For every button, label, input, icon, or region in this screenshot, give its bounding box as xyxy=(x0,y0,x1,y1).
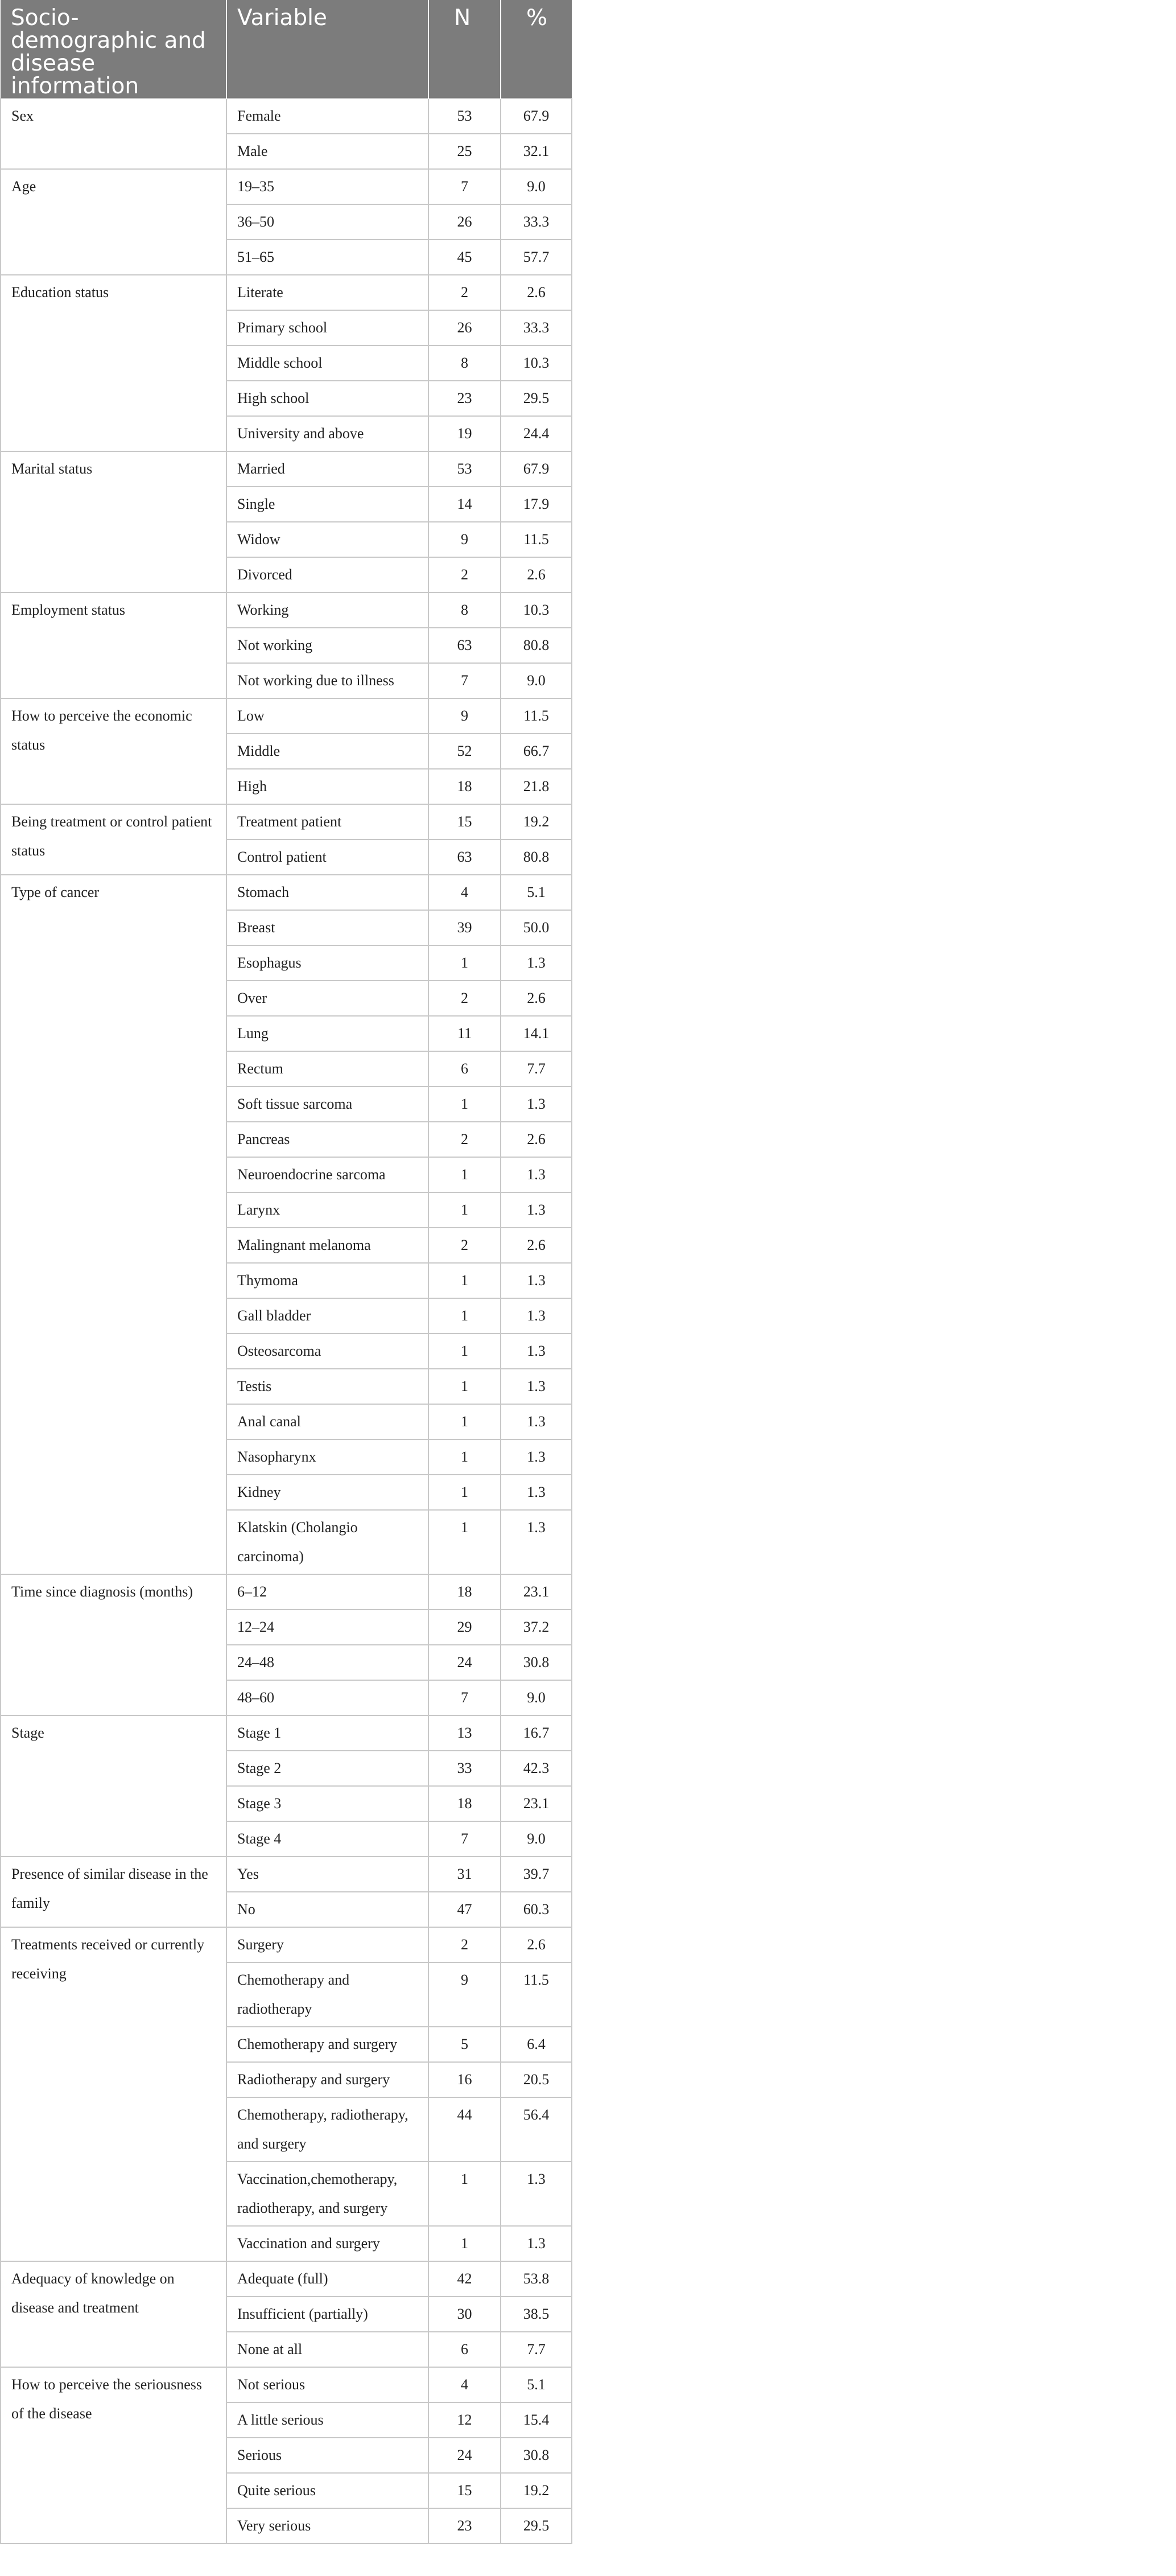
variable-cell: Stage 3 xyxy=(226,1786,428,1821)
variable-cell: A little serious xyxy=(226,2402,428,2438)
percent-cell: 1.3 xyxy=(501,1263,572,1298)
variable-cell: Not serious xyxy=(226,2367,428,2402)
variable-cell: Not working due to illness xyxy=(226,663,428,698)
n-cell: 15 xyxy=(428,2473,501,2508)
n-cell: 63 xyxy=(428,840,501,875)
variable-cell: Stage 1 xyxy=(226,1715,428,1751)
percent-cell: 2.6 xyxy=(501,1122,572,1157)
n-cell: 18 xyxy=(428,1574,501,1610)
table-row xyxy=(1,1715,572,1751)
variable-cell: Single xyxy=(226,487,428,522)
variable-cell: Larynx xyxy=(226,1192,428,1228)
n-cell: 52 xyxy=(428,734,501,769)
table-row xyxy=(1,451,572,487)
n-cell: 23 xyxy=(428,381,501,416)
percent-cell: 16.7 xyxy=(501,1715,572,1751)
variable-cell: Low xyxy=(226,698,428,734)
n-cell: 9 xyxy=(428,698,501,734)
percent-cell: 1.3 xyxy=(501,2162,572,2226)
n-cell: 30 xyxy=(428,2297,501,2332)
variable-cell: 36–50 xyxy=(226,204,428,240)
percent-cell: 17.9 xyxy=(501,487,572,522)
n-cell: 31 xyxy=(428,1857,501,1892)
n-cell: 25 xyxy=(428,134,501,169)
table-row xyxy=(1,592,572,628)
variable-cell: Radiotherapy and surgery xyxy=(226,2062,428,2097)
percent-cell: 7.7 xyxy=(501,2332,572,2367)
n-cell: 53 xyxy=(428,98,501,134)
variable-cell: Adequate (full) xyxy=(226,2261,428,2297)
table-row xyxy=(1,875,572,910)
variable-cell: 6–12 xyxy=(226,1574,428,1610)
n-cell: 16 xyxy=(428,2062,501,2097)
variable-cell: Rectum xyxy=(226,1051,428,1087)
variable-cell: Primary school xyxy=(226,310,428,345)
n-cell: 9 xyxy=(428,522,501,557)
variable-cell: Thymoma xyxy=(226,1263,428,1298)
percent-cell: 24.4 xyxy=(501,416,572,451)
percent-cell: 5.1 xyxy=(501,2367,572,2402)
percent-cell: 1.3 xyxy=(501,1439,572,1475)
n-cell: 42 xyxy=(428,2261,501,2297)
percent-cell: 67.9 xyxy=(501,98,572,134)
percent-cell: 56.4 xyxy=(501,2097,572,2162)
percent-cell: 1.3 xyxy=(501,1298,572,1334)
variable-cell: Divorced xyxy=(226,557,428,592)
percent-cell: 10.3 xyxy=(501,592,572,628)
percent-cell: 9.0 xyxy=(501,1680,572,1715)
category-cell: Being treatment or control patient status xyxy=(1,804,226,875)
percent-cell: 11.5 xyxy=(501,522,572,557)
percent-cell: 1.3 xyxy=(501,1157,572,1192)
variable-cell: Insufficient (partially) xyxy=(226,2297,428,2332)
variable-cell: Pancreas xyxy=(226,1122,428,1157)
percent-cell: 9.0 xyxy=(501,1821,572,1857)
percent-cell: 1.3 xyxy=(501,1369,572,1404)
n-cell: 1 xyxy=(428,1334,501,1369)
n-cell: 1 xyxy=(428,1439,501,1475)
n-cell: 2 xyxy=(428,1927,501,1962)
variable-cell: Literate xyxy=(226,275,428,310)
percent-cell: 7.7 xyxy=(501,1051,572,1087)
percent-cell: 2.6 xyxy=(501,1228,572,1263)
variable-cell: Middle school xyxy=(226,345,428,381)
variable-cell: Stage 4 xyxy=(226,1821,428,1857)
n-cell: 9 xyxy=(428,1962,501,2027)
n-cell: 7 xyxy=(428,169,501,204)
percent-cell: 60.3 xyxy=(501,1892,572,1927)
variable-cell: Klatskin (Cholangio carcinoma) xyxy=(226,1510,428,1574)
variable-cell: Vaccination and surgery xyxy=(226,2226,428,2261)
percent-cell: 30.8 xyxy=(501,1645,572,1680)
category-cell: Sex xyxy=(1,98,226,169)
table-row xyxy=(1,169,572,204)
n-cell: 19 xyxy=(428,416,501,451)
variable-cell: Yes xyxy=(226,1857,428,1892)
percent-cell: 42.3 xyxy=(501,1751,572,1786)
percent-cell: 66.7 xyxy=(501,734,572,769)
percent-cell: 1.3 xyxy=(501,1192,572,1228)
n-cell: 1 xyxy=(428,1475,501,1510)
n-cell: 2 xyxy=(428,1122,501,1157)
category-cell: How to perceive the economic status xyxy=(1,698,226,804)
percent-cell: 50.0 xyxy=(501,910,572,945)
category-cell: Adequacy of knowledge on disease and treatment xyxy=(1,2261,226,2367)
variable-cell: Very serious xyxy=(226,2508,428,2544)
percent-cell: 29.5 xyxy=(501,381,572,416)
variable-cell: Chemotherapy, radiotherapy, and surgery xyxy=(226,2097,428,2162)
percent-cell: 30.8 xyxy=(501,2438,572,2473)
variable-cell: Vaccination,chemotherapy, radiotherapy, and surgery xyxy=(226,2162,428,2226)
percent-cell: 80.8 xyxy=(501,840,572,875)
n-cell: 5 xyxy=(428,2027,501,2062)
n-cell: 8 xyxy=(428,345,501,381)
category-cell: Stage xyxy=(1,1715,226,1857)
table-row xyxy=(1,98,572,134)
percent-cell: 19.2 xyxy=(501,804,572,840)
category-cell: Age xyxy=(1,169,226,275)
variable-cell: Working xyxy=(226,592,428,628)
variable-cell: Osteosarcoma xyxy=(226,1334,428,1369)
percent-cell: 57.7 xyxy=(501,240,572,275)
category-cell: Time since diagnosis (months) xyxy=(1,1574,226,1715)
variable-cell: Chemotherapy and surgery xyxy=(226,2027,428,2062)
variable-cell: Esophagus xyxy=(226,945,428,981)
percent-cell: 80.8 xyxy=(501,628,572,663)
variable-cell: Male xyxy=(226,134,428,169)
variable-cell: University and above xyxy=(226,416,428,451)
n-cell: 7 xyxy=(428,663,501,698)
table-header xyxy=(1,0,572,98)
header-category: Socio-demographic and disease information xyxy=(1,0,226,98)
percent-cell: 5.1 xyxy=(501,875,572,910)
variable-cell: 48–60 xyxy=(226,1680,428,1715)
n-cell: 1 xyxy=(428,1510,501,1574)
n-cell: 2 xyxy=(428,981,501,1016)
n-cell: 15 xyxy=(428,804,501,840)
variable-cell: Female xyxy=(226,98,428,134)
n-cell: 53 xyxy=(428,451,501,487)
n-cell: 29 xyxy=(428,1610,501,1645)
percent-cell: 14.1 xyxy=(501,1016,572,1051)
variable-cell: Surgery xyxy=(226,1927,428,1962)
percent-cell: 9.0 xyxy=(501,169,572,204)
variable-cell: Nasopharynx xyxy=(226,1439,428,1475)
n-cell: 1 xyxy=(428,945,501,981)
percent-cell: 1.3 xyxy=(501,1334,572,1369)
n-cell: 24 xyxy=(428,1645,501,1680)
percent-cell: 9.0 xyxy=(501,663,572,698)
n-cell: 2 xyxy=(428,557,501,592)
n-cell: 1 xyxy=(428,1298,501,1334)
n-cell: 47 xyxy=(428,1892,501,1927)
table-row xyxy=(1,2367,572,2402)
variable-cell: Neuroendocrine sarcoma xyxy=(226,1157,428,1192)
percent-cell: 1.3 xyxy=(501,1510,572,1574)
percent-cell: 1.3 xyxy=(501,945,572,981)
percent-cell: 32.1 xyxy=(501,134,572,169)
socio-demographic-table xyxy=(0,0,572,2544)
n-cell: 2 xyxy=(428,1228,501,1263)
percent-cell: 20.5 xyxy=(501,2062,572,2097)
n-cell: 4 xyxy=(428,2367,501,2402)
variable-cell: Gall bladder xyxy=(226,1298,428,1334)
percent-cell: 2.6 xyxy=(501,1927,572,1962)
percent-cell: 21.8 xyxy=(501,769,572,804)
n-cell: 26 xyxy=(428,204,501,240)
header-n: N xyxy=(428,0,501,98)
percent-cell: 39.7 xyxy=(501,1857,572,1892)
table-row xyxy=(1,275,572,310)
header-variable: Variable xyxy=(226,0,428,98)
category-cell: Marital status xyxy=(1,451,226,592)
variable-cell: Married xyxy=(226,451,428,487)
percent-cell: 1.3 xyxy=(501,2226,572,2261)
n-cell: 12 xyxy=(428,2402,501,2438)
n-cell: 14 xyxy=(428,487,501,522)
category-cell: Presence of similar disease in the family xyxy=(1,1857,226,1927)
variable-cell: High school xyxy=(226,381,428,416)
category-cell: Education status xyxy=(1,275,226,451)
variable-cell: Stage 2 xyxy=(226,1751,428,1786)
table-row xyxy=(1,804,572,840)
n-cell: 63 xyxy=(428,628,501,663)
variable-cell: 12–24 xyxy=(226,1610,428,1645)
n-cell: 26 xyxy=(428,310,501,345)
table-body xyxy=(1,98,572,2544)
percent-cell: 33.3 xyxy=(501,310,572,345)
n-cell: 13 xyxy=(428,1715,501,1751)
percent-cell: 6.4 xyxy=(501,2027,572,2062)
variable-cell: 51–65 xyxy=(226,240,428,275)
n-cell: 6 xyxy=(428,2332,501,2367)
category-cell: Employment status xyxy=(1,592,226,698)
n-cell: 18 xyxy=(428,769,501,804)
percent-cell: 2.6 xyxy=(501,275,572,310)
variable-cell: Not working xyxy=(226,628,428,663)
variable-cell: Soft tissue sarcoma xyxy=(226,1087,428,1122)
variable-cell: Stomach xyxy=(226,875,428,910)
n-cell: 1 xyxy=(428,1404,501,1439)
n-cell: 1 xyxy=(428,1263,501,1298)
percent-cell: 67.9 xyxy=(501,451,572,487)
percent-cell: 23.1 xyxy=(501,1574,572,1610)
table-row xyxy=(1,1574,572,1610)
data-table-container xyxy=(0,0,571,2544)
n-cell: 1 xyxy=(428,1369,501,1404)
percent-cell: 53.8 xyxy=(501,2261,572,2297)
variable-cell: Kidney xyxy=(226,1475,428,1510)
table-row xyxy=(1,1927,572,1962)
percent-cell: 37.2 xyxy=(501,1610,572,1645)
percent-cell: 1.3 xyxy=(501,1475,572,1510)
n-cell: 23 xyxy=(428,2508,501,2544)
n-cell: 1 xyxy=(428,2162,501,2226)
table-row xyxy=(1,698,572,734)
variable-cell: Anal canal xyxy=(226,1404,428,1439)
n-cell: 4 xyxy=(428,875,501,910)
n-cell: 1 xyxy=(428,2226,501,2261)
n-cell: 1 xyxy=(428,1087,501,1122)
percent-cell: 29.5 xyxy=(501,2508,572,2544)
percent-cell: 15.4 xyxy=(501,2402,572,2438)
variable-cell: Treatment patient xyxy=(226,804,428,840)
category-cell: How to perceive the seriousness of the disease xyxy=(1,2367,226,2544)
percent-cell: 23.1 xyxy=(501,1786,572,1821)
n-cell: 1 xyxy=(428,1192,501,1228)
variable-cell: High xyxy=(226,769,428,804)
percent-cell: 33.3 xyxy=(501,204,572,240)
n-cell: 45 xyxy=(428,240,501,275)
percent-cell: 2.6 xyxy=(501,557,572,592)
variable-cell: No xyxy=(226,1892,428,1927)
n-cell: 11 xyxy=(428,1016,501,1051)
variable-cell: 19–35 xyxy=(226,169,428,204)
percent-cell: 11.5 xyxy=(501,698,572,734)
category-cell: Type of cancer xyxy=(1,875,226,1574)
n-cell: 2 xyxy=(428,275,501,310)
percent-cell: 38.5 xyxy=(501,2297,572,2332)
header-percent: % xyxy=(501,0,572,98)
percent-cell: 19.2 xyxy=(501,2473,572,2508)
n-cell: 7 xyxy=(428,1680,501,1715)
percent-cell: 1.3 xyxy=(501,1404,572,1439)
table-row xyxy=(1,2261,572,2297)
percent-cell: 2.6 xyxy=(501,981,572,1016)
n-cell: 24 xyxy=(428,2438,501,2473)
n-cell: 1 xyxy=(428,1157,501,1192)
variable-cell: 24–48 xyxy=(226,1645,428,1680)
variable-cell: Middle xyxy=(226,734,428,769)
n-cell: 6 xyxy=(428,1051,501,1087)
percent-cell: 10.3 xyxy=(501,345,572,381)
variable-cell: Lung xyxy=(226,1016,428,1051)
variable-cell: Breast xyxy=(226,910,428,945)
variable-cell: Malingnant melanoma xyxy=(226,1228,428,1263)
variable-cell: Widow xyxy=(226,522,428,557)
variable-cell: Chemotherapy and radiotherapy xyxy=(226,1962,428,2027)
percent-cell: 11.5 xyxy=(501,1962,572,2027)
variable-cell: Quite serious xyxy=(226,2473,428,2508)
n-cell: 44 xyxy=(428,2097,501,2162)
variable-cell: Over xyxy=(226,981,428,1016)
variable-cell: Testis xyxy=(226,1369,428,1404)
percent-cell: 1.3 xyxy=(501,1087,572,1122)
n-cell: 18 xyxy=(428,1786,501,1821)
n-cell: 33 xyxy=(428,1751,501,1786)
variable-cell: Serious xyxy=(226,2438,428,2473)
variable-cell: None at all xyxy=(226,2332,428,2367)
header-row xyxy=(1,0,572,98)
n-cell: 8 xyxy=(428,592,501,628)
category-cell: Treatments received or currently receiving xyxy=(1,1927,226,2261)
n-cell: 39 xyxy=(428,910,501,945)
table-row xyxy=(1,1857,572,1892)
variable-cell: Control patient xyxy=(226,840,428,875)
n-cell: 7 xyxy=(428,1821,501,1857)
